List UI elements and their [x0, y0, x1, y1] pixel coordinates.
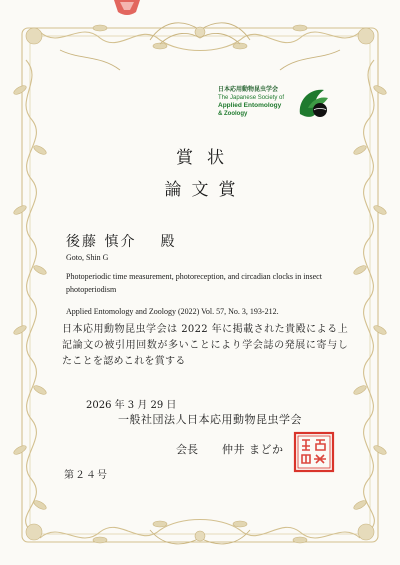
signer-name: 仲井 まどか: [222, 443, 284, 456]
honorific: 殿: [160, 234, 177, 250]
organization-name: 一般社団法人日本応用動物昆虫学会: [118, 413, 302, 426]
society-name-en-line2: Applied Entomology: [218, 102, 282, 109]
certificate-number: 第２４号: [64, 470, 108, 481]
society-logo: [218, 86, 328, 124]
recipient-line: [66, 231, 176, 251]
signer-role: 会長: [176, 443, 198, 456]
award-name: 論文賞: [164, 180, 246, 200]
paper-title: Photoperiodic time measurement, photoreception, and circadian clocks in insect photoperiodism: [66, 272, 322, 294]
recipient-name: 後藤 慎介: [66, 234, 137, 250]
society-logo-text: [218, 86, 298, 118]
award-body-text: 日本応用動物昆虫学会は 2022 年に掲載された貴殿による上記論文の被引用回数が多いことにより学会誌の発展に寄与したことを認めこれを賞する: [62, 324, 348, 367]
society-name-jp: 日本応用動物昆虫学会: [218, 87, 279, 93]
journal-citation: Applied Entomology and Zoology (2022) Vol. 57, No. 3, 193-212.: [66, 307, 279, 316]
insect-logo-icon: [296, 86, 332, 122]
top-red-seal-icon: [112, 0, 142, 16]
society-name-en-line3: & Zoology: [218, 111, 248, 117]
society-name-en-line1: The Japanese Society of: [218, 95, 285, 101]
official-seal-stamp-icon: [292, 430, 336, 474]
certificate-title: 賞状: [176, 148, 238, 168]
award-date: 2026 年 3 月 29 日: [86, 400, 177, 411]
recipient-romaji: Goto, Shin G: [66, 253, 109, 262]
